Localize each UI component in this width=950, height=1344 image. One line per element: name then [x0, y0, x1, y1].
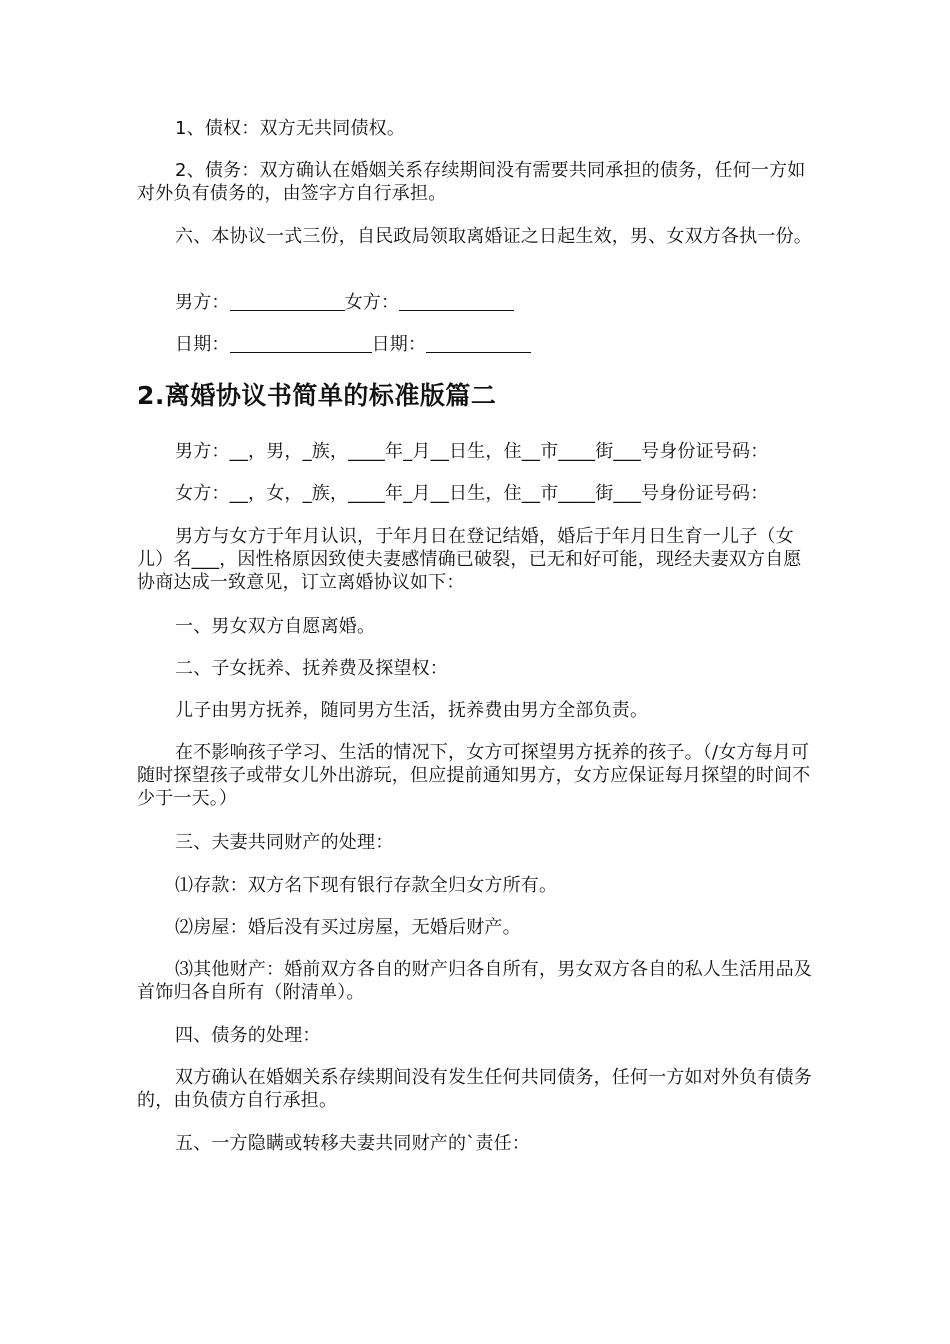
paragraph-copies-effective: 六、本协议一式三份，自民政局领取离婚证之日起生效，男、女双方各执一份。 — [175, 226, 812, 247]
paragraph-female-info: 女方：__，女，_族，____年_月__日生，住__市____街___号身份证号码： — [175, 483, 769, 504]
clause-3-deposits: ⑴存款：双方名下现有银行存款全归女方所有。 — [175, 875, 558, 896]
clause-2-custody: 儿子由男方抚养，随同男方生活，抚养费由男方全部负责。 — [175, 700, 649, 721]
clause-2-visitation: 在不影响孩子学习、生活的情况下，女方可探望男方抚养的孩子。（/女方每月可随时探望孩子或带女儿外出游玩，但应提前通知男方，女方应保证每月探望的时间不少于一天。） — [137, 742, 811, 809]
clause-3-housing: ⑵房屋：婚后没有买过房屋，无婚后财产。 — [175, 917, 521, 938]
clause-1: 一、男女双方自愿离婚。 — [175, 616, 376, 637]
clause-3-other-property: ⑶其他财产：婚前双方各自的财产归各自所有，男女双方各自的私人生活用品及首饰归各自所有（附清单）。 — [137, 959, 812, 1003]
paragraph-male-info: 男方：__，男，_族，____年_月__日生，住__市____街___号身份证号码： — [175, 441, 769, 462]
male-signature-label: 男方： — [175, 292, 230, 313]
date-label-female: 日期： — [371, 334, 427, 355]
paragraph-debts: 2、债务：双方确认在婚姻关系存续期间没有需要共同承担的债务，任何一方如对外负有债务的，由签字方自行承担。 — [137, 160, 806, 204]
clause-2: 二、子女抚养、抚养费及探望权： — [175, 658, 448, 679]
female-signature-label: 女方： — [344, 292, 400, 313]
date-label-male: 日期： — [175, 334, 230, 355]
paragraph-creditor-rights: 1、债权：双方无共同债权。 — [175, 118, 406, 139]
male-signature-blank — [230, 292, 345, 311]
clause-4-debts: 双方确认在婚姻关系存续期间没有发生任何共同债务，任何一方如对外负有债务的，由负债方自行承担。 — [137, 1067, 812, 1111]
clause-4: 四、债务的处理： — [175, 1025, 321, 1046]
date-blank-female — [426, 334, 531, 353]
female-signature-blank — [399, 292, 514, 311]
signature-line-parties — [137, 291, 813, 314]
clause-3: 三、夫妻共同财产的处理： — [175, 832, 394, 853]
date-blank-male — [230, 334, 372, 353]
section-heading: 2.离婚协议书简单的标准版篇二 — [137, 381, 497, 410]
paragraph-intro: 男方与女方于年月认识，于年月日在登记结婚，婚后于年月日生育一儿子（女儿）名___，因性格原因致使夫妻感情确已破裂，已无和好可能，现经夫妻双方自愿协商达成一致意见，订立离婚协议如下： — [137, 526, 802, 593]
clause-5: 五、一方隐瞒或转移夫妻共同财产的`责任： — [175, 1133, 530, 1154]
signature-line-dates — [137, 333, 813, 356]
